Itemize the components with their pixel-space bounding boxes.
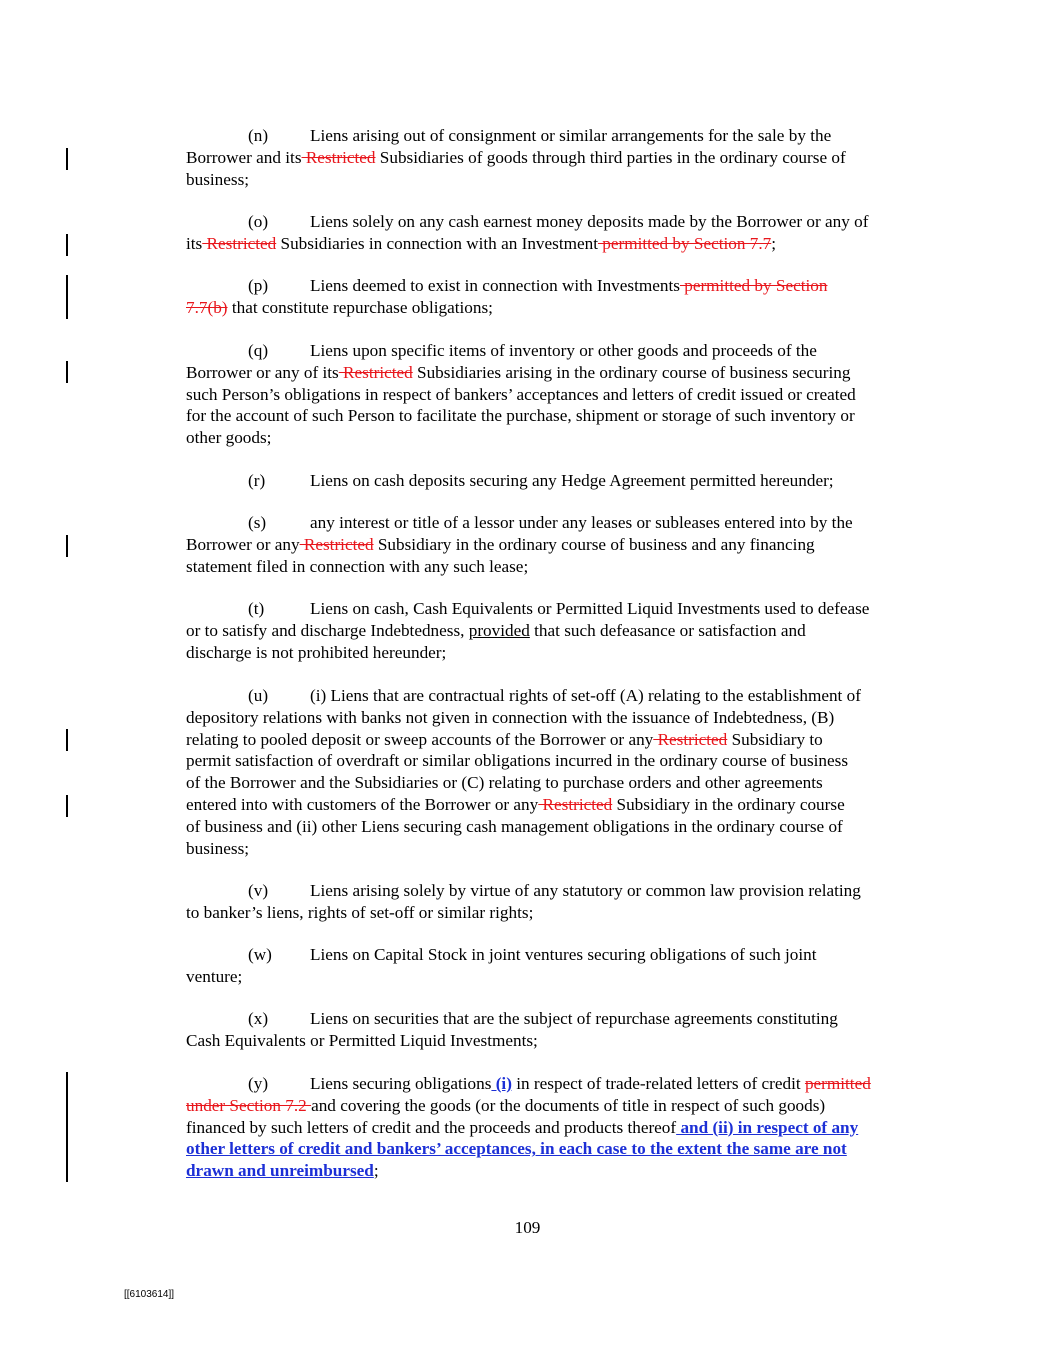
deleted-text: permitted: [804, 1074, 871, 1093]
paragraph-text: its: [186, 233, 203, 253]
paragraph-u: [186, 685, 946, 859]
paragraph-text: Liens deemed to exist in connection with Investments: [310, 276, 680, 295]
paragraph-s: [186, 512, 946, 577]
paragraph-p: [186, 275, 946, 319]
deleted-text: Restricted: [202, 233, 277, 253]
deleted-text: Restricted: [653, 729, 728, 749]
paragraph-text: financed by such letters of credit and the proceeds and products thereof: [186, 1117, 677, 1137]
paragraph-w: [186, 944, 946, 988]
paragraph-text: Subsidiary in the ordinary course of business and any financing: [373, 534, 815, 554]
paragraph-t: [186, 598, 946, 663]
paragraph-label: (r): [248, 471, 266, 490]
paragraph-text: and covering the goods (or the documents of title in respect of such goods): [311, 1095, 826, 1115]
paragraph-text: to banker’s liens, rights of set-off or similar rights;: [186, 902, 534, 922]
paragraph-text: such Person’s obligations in respect of bankers’ acceptances and letters of credit issued or created: [186, 384, 856, 404]
deleted-text: permitted by Section 7.7: [597, 233, 772, 253]
paragraph-text: entered into with customers of the Borrower or any: [186, 794, 539, 814]
paragraph-text: Liens arising solely by virtue of any statutory or common law provision relating: [310, 881, 861, 900]
deleted-text: under Section 7.2: [186, 1095, 312, 1115]
inserted-text: (i): [491, 1074, 512, 1093]
change-bar: [66, 795, 68, 817]
paragraph-text: Borrower or any of its: [186, 362, 339, 382]
paragraph-text: Cash Equivalents or Permitted Liquid Investments;: [186, 1030, 538, 1050]
paragraph-text: that constitute repurchase obligations;: [227, 297, 493, 317]
deleted-text: 7.7(b): [186, 297, 228, 317]
paragraph-text: Subsidiary in the ordinary course: [612, 794, 845, 814]
paragraph-text: Borrower and its: [186, 147, 302, 167]
paragraph-text: Borrower or any: [186, 534, 300, 554]
paragraph-label: (p): [248, 276, 269, 295]
document-id: [[6103614]]: [124, 1289, 175, 1300]
paragraph-text: of the Borrower and the Subsidiaries or (C) relating to purchase orders and other agreements: [186, 773, 823, 793]
paragraph-x: [186, 1008, 946, 1052]
paragraph-text: Liens arising out of consignment or similar arrangements for the sale by the: [310, 126, 832, 145]
paragraph-q: [186, 340, 946, 449]
paragraph-text: Liens solely on any cash earnest money deposits made by the Borrower or any of: [310, 212, 869, 231]
deleted-text: permitted by Section: [679, 276, 828, 295]
paragraph-text: ;: [373, 1161, 379, 1181]
paragraph-label: (y): [248, 1074, 269, 1093]
paragraph-text: Subsidiary to: [727, 729, 823, 749]
paragraph-text: Liens on cash deposits securing any Hedge Agreement permitted hereunder;: [310, 471, 834, 490]
paragraph-text: Subsidiaries in connection with an Investment: [276, 233, 598, 253]
paragraph-o: [186, 211, 946, 255]
paragraph-text: Liens on securities that are the subject of repurchase agreements constituting: [310, 1009, 838, 1028]
change-bar: [66, 1072, 68, 1182]
paragraph-label: (v): [248, 881, 269, 900]
paragraph-label: (q): [248, 341, 269, 360]
change-bar: [66, 535, 68, 557]
inserted-text: drawn and unreimbursed: [186, 1161, 374, 1181]
paragraph-text: business;: [186, 169, 250, 189]
change-bar: [66, 275, 68, 319]
paragraph-label: (u): [248, 686, 269, 705]
paragraph-n: [186, 125, 946, 190]
paragraph-text: any interest or title of a lessor under any leases or subleases entered into by the: [310, 513, 853, 532]
paragraph-text: Liens upon specific items of inventory or other goods and proceeds of the: [310, 341, 817, 360]
change-bar: [66, 234, 68, 256]
page-number: 109: [514, 1218, 541, 1237]
paragraph-text: depository relations with banks not given in connection with the issuance of Indebtedness, (B): [186, 707, 835, 727]
paragraph-text: business;: [186, 838, 250, 858]
paragraph-text: (i) Liens that are contractual rights of set-off (A) relating to the establishment of: [310, 686, 861, 705]
deleted-text: Restricted: [301, 147, 376, 167]
paragraph-text: of business and (ii) other Liens securing cash management obligations in the ordinary course of: [186, 816, 843, 836]
paragraph-text: statement filed in connection with any such lease;: [186, 556, 529, 576]
paragraph-text: for the account of such Person to facilitate the purchase, shipment or storage of such inventory or: [186, 406, 855, 426]
paragraph-text: that such defeasance or satisfaction and: [529, 620, 806, 640]
inserted-text: other letters of credit and bankers’ acceptances, in each case to the extent the same are not: [186, 1139, 847, 1159]
paragraph-label: (x): [248, 1009, 269, 1028]
paragraph-text: permit satisfaction of overdraft or similar obligations incurred in the ordinary course of business: [186, 751, 849, 771]
paragraph-r: [186, 470, 946, 492]
inserted-text: and (ii) in respect of any: [676, 1117, 859, 1137]
change-bar: [66, 729, 68, 751]
paragraph-y: [186, 1073, 946, 1182]
deleted-text: Restricted: [299, 534, 374, 554]
paragraph-text: Liens on cash, Cash Equivalents or Permitted Liquid Investments used to defease: [310, 599, 870, 618]
paragraph-text: other goods;: [186, 428, 272, 448]
paragraph-text: Subsidiaries arising in the ordinary course of business securing: [412, 362, 851, 382]
change-bar: [66, 361, 68, 383]
paragraph-text: ;: [771, 233, 777, 253]
paragraph-v: [186, 880, 946, 924]
paragraph-text: or to satisfy and discharge Indebtedness,: [186, 620, 469, 640]
paragraph-text: Liens securing obligations: [310, 1074, 492, 1093]
paragraph-label: (o): [248, 212, 269, 231]
paragraph-label: (s): [248, 513, 267, 532]
paragraph-label: (n): [248, 126, 269, 145]
paragraph-label: (w): [248, 945, 272, 964]
change-bar: [66, 148, 68, 170]
paragraph-text: discharge is not prohibited hereunder;: [186, 642, 447, 662]
paragraph-label: (t): [248, 599, 265, 618]
paragraph-text: Subsidiaries of goods through third parties in the ordinary course of: [375, 147, 846, 167]
paragraph-text: relating to pooled deposit or sweep accounts of the Borrower or any: [186, 729, 654, 749]
paragraph-text: in respect of trade-related letters of credit: [511, 1074, 805, 1093]
paragraph-text: Liens on Capital Stock in joint ventures securing obligations of such joint: [310, 945, 817, 964]
paragraph-text: venture;: [186, 966, 243, 986]
deleted-text: Restricted: [538, 794, 613, 814]
deleted-text: Restricted: [338, 362, 413, 382]
underlined-term: provided: [468, 620, 530, 640]
